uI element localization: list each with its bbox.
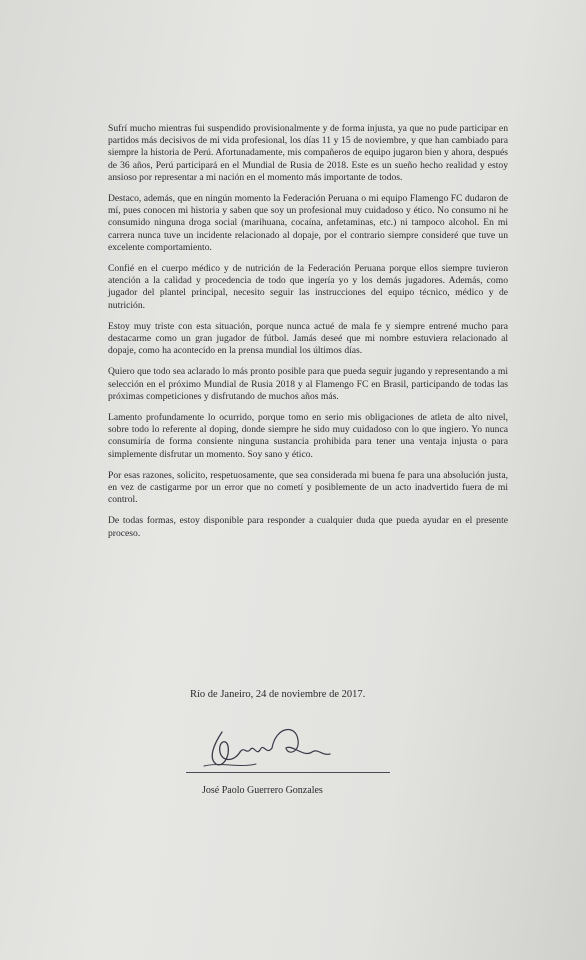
paragraph-6: Lamento profundamente lo ocurrido, porque tomo en serio mis obligaciones de atleta de alto nivel, sobre todo lo referente al doping, donde siempre he sido muy cuidadoso con lo que ingiero. Yo nunca consumiría de forma consiente ninguna sustancia prohibida para tener una ventaja injusta o para simplemente disfrutar un momento. Soy sano y ético. [108, 412, 508, 460]
paragraph-7: Por esas razones, solicito, respetuosamente, que sea considerada mi buena fe para una absolución justa, en vez de castigarme por un error que no cometí y posiblemente de un acto inadvertido fuera de mi control. [108, 469, 508, 506]
paragraph-3: Confié en el cuerpo médico y de nutrición de la Federación Peruana porque ellos siempre tuvieron atención a la calidad y procedencia de todo que ingería yo y los demás jugadores. Además, como jugador del plantel principal, necesito seguir las instrucciones del equipo técnico, médico y de nutrición. [108, 263, 508, 311]
paragraph-2: Destaco, además, que en ningún momento la Federación Peruana o mi equipo Flamengo FC dudaron de mí, pues conocen mi historia y saben que soy un profesional muy cuidadoso y ético. No consumo ni he consumido ninguna droga social (marihuana, cocaína, anfetaminas, etc.) ni tampoco alcohol. En mi carrera nunca tuve un incidente relacionado al dopaje, por el contrario siempre consideré que tuve un excelente comportamiento. [108, 193, 508, 253]
paragraph-1: Sufrí mucho mientras fui suspendido provisionalmente y de forma injusta, ya que no pude participar en partidos más decisivos de mi vida profesional, los días 11 y 15 de noviembre, y que han cambiado para siempre la historia de Perú. Afortunadamente, mis compañeros de equipo jugaron bien y ahora, después de 36 años, Perú participará en el Mundial de Rusia de 2018. Este es un sueño hecho realidad y estoy ansioso por representar a mi nación en el momento más importante de todos. [108, 123, 508, 183]
signer-name: José Paolo Guerrero Gonzales [202, 785, 323, 796]
place-date: Río de Janeiro, 24 de noviembre de 2017. [190, 689, 366, 700]
paragraph-8: De todas formas, estoy disponible para responder a cualquier duda que pueda ayudar en el presente proceso. [108, 515, 508, 539]
signature-line [186, 772, 390, 773]
letter-body [108, 123, 508, 549]
handwritten-signature-icon [200, 722, 340, 774]
paragraph-4: Estoy muy triste con esta situación, porque nunca actué de mala fe y siempre entrené mucho para destacarme como un gran jugador de fútbol. Jamás deseé que mi nombre estuviera relacionado al dopaje, como ha acontecido en la prensa mundial los últimos días. [108, 320, 508, 357]
paragraph-5: Quiero que todo sea aclarado lo más pronto posible para que pueda seguir jugando y representando a mi selección en el próximo Mundial de Rusia 2018 y al Flamengo FC en Brasil, participando de todas las próximas competiciones y disfrutando de muchos años más. [108, 366, 508, 402]
